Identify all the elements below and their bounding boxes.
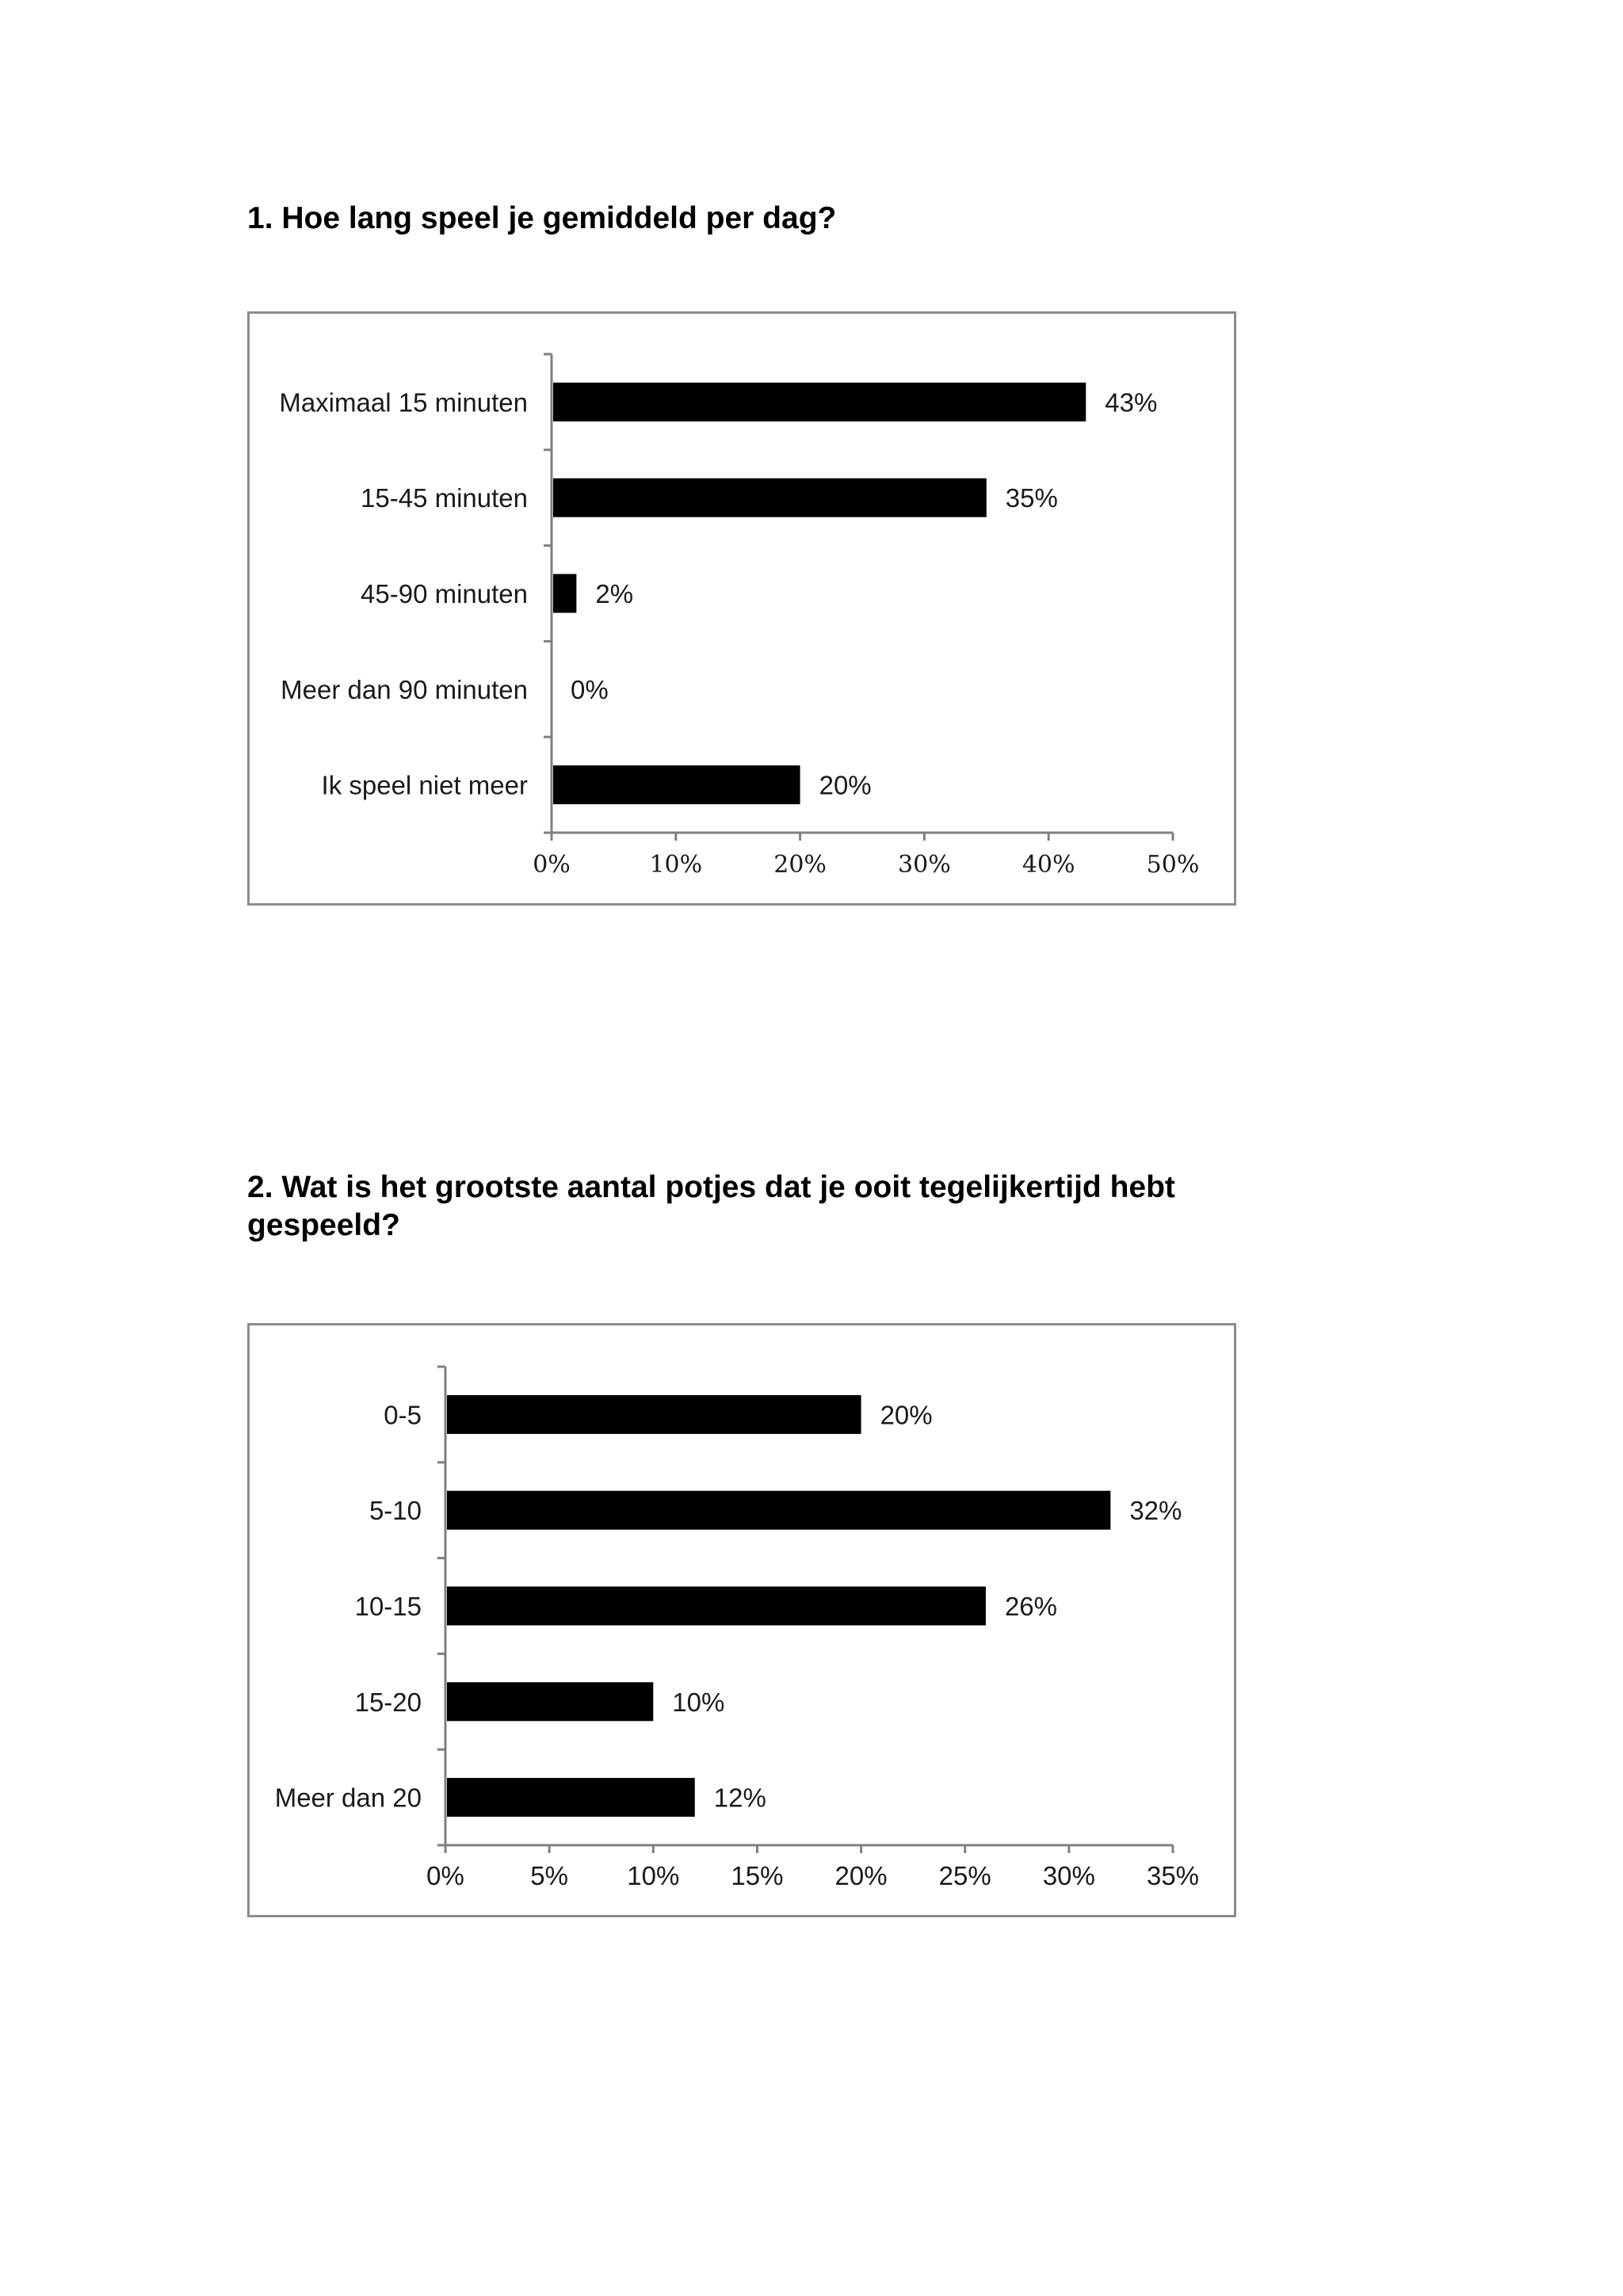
x-tick-label: 40% xyxy=(1022,851,1075,879)
bar xyxy=(447,1491,1110,1530)
x-tick-label: 5% xyxy=(530,1861,568,1890)
bar xyxy=(553,383,1086,421)
x-tick-label: 30% xyxy=(898,851,951,879)
x-tick-label: 0% xyxy=(533,851,571,879)
chart-2-frame xyxy=(247,1323,1236,1917)
data-label: 2% xyxy=(595,579,634,608)
question-1-title: 1. Hoe lang speel je gemiddeld per dag? xyxy=(247,201,837,235)
category-label: 45-90 minuten xyxy=(361,579,528,608)
x-tick-label: 35% xyxy=(1146,1861,1200,1890)
category-label: 15-20 xyxy=(354,1687,422,1717)
chart-1 xyxy=(250,314,1234,903)
x-tick-label: 10% xyxy=(627,1861,680,1890)
category-label: 10-15 xyxy=(354,1592,422,1621)
category-label: 5-10 xyxy=(369,1496,422,1526)
x-tick-label: 0% xyxy=(426,1861,464,1890)
x-tick-label: 15% xyxy=(731,1861,784,1890)
data-label: 20% xyxy=(880,1400,933,1430)
data-label: 0% xyxy=(571,674,609,704)
category-label: Meer dan 20 xyxy=(274,1783,422,1813)
category-label: Meer dan 90 minuten xyxy=(281,674,528,704)
data-label: 35% xyxy=(1005,483,1058,513)
data-label: 43% xyxy=(1105,387,1158,418)
x-tick-label: 50% xyxy=(1146,851,1200,879)
bar xyxy=(553,479,987,517)
bar xyxy=(447,1778,695,1817)
question-2-title: 2. Wat is het grootste aantal potjes dat je ooit tegelijkertijd hebt gespeeld? xyxy=(247,1170,1175,1242)
category-label: 15-45 minuten xyxy=(361,483,528,513)
x-tick-label: 10% xyxy=(649,851,703,879)
bar xyxy=(447,1395,861,1434)
category-label: Ik speel niet meer xyxy=(321,770,528,800)
x-tick-label: 25% xyxy=(938,1861,991,1890)
data-label: 20% xyxy=(819,770,872,800)
category-label: 0-5 xyxy=(384,1400,422,1430)
bar xyxy=(553,574,576,613)
data-label: 32% xyxy=(1129,1496,1182,1526)
bar xyxy=(447,1587,986,1626)
data-label: 26% xyxy=(1004,1592,1058,1621)
bar xyxy=(553,765,800,804)
bar xyxy=(447,1682,653,1721)
chart-2 xyxy=(250,1325,1234,1915)
chart-1-frame xyxy=(247,311,1236,906)
x-tick-label: 20% xyxy=(773,851,827,879)
data-label: 12% xyxy=(713,1783,766,1813)
data-label: 10% xyxy=(672,1687,725,1717)
x-tick-label: 30% xyxy=(1042,1861,1095,1890)
category-label: Maximaal 15 minuten xyxy=(279,387,528,418)
x-tick-label: 20% xyxy=(834,1861,888,1890)
